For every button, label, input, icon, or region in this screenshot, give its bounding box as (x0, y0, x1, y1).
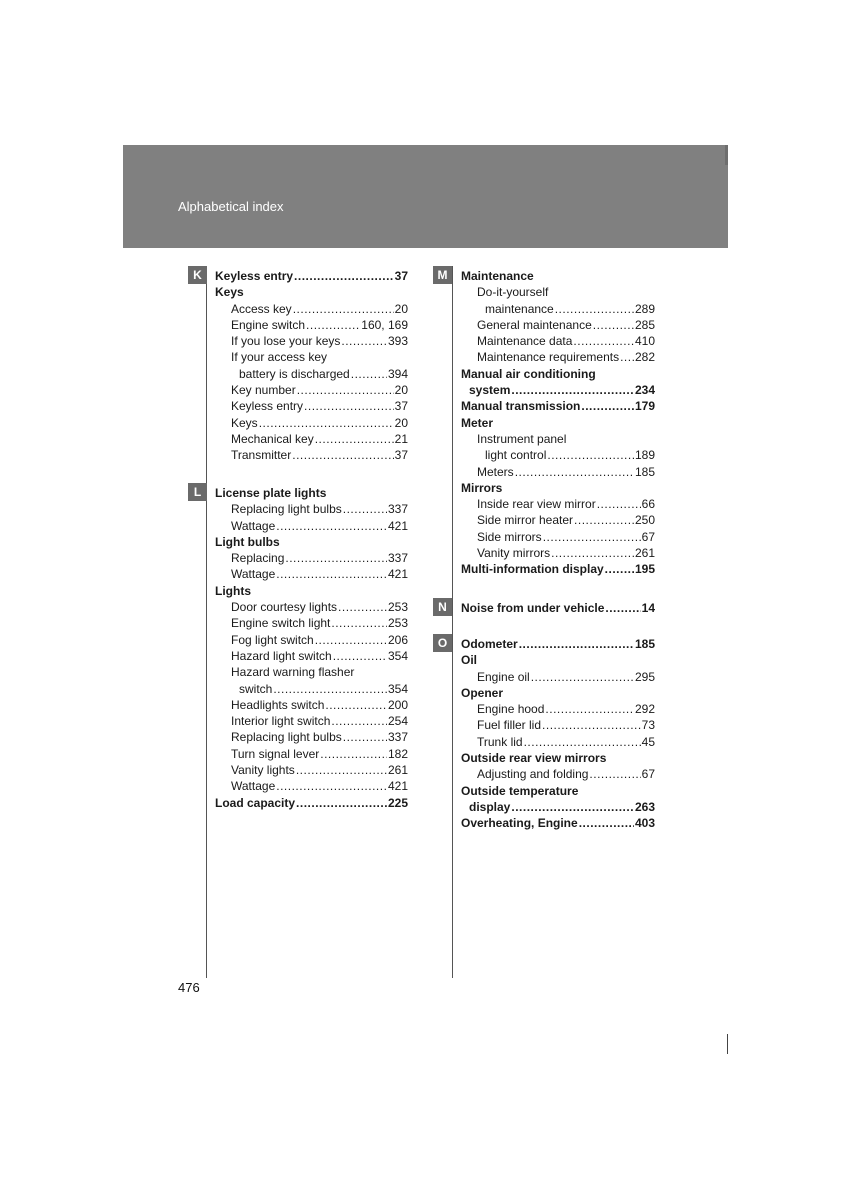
index-entry (461, 284, 655, 300)
index-entry (215, 632, 408, 648)
index-entry-term: Door courtesy lights (231, 600, 338, 615)
index-entry-page: 282 (634, 350, 655, 365)
index-entry-term: Load capacity (215, 795, 296, 810)
index-entry-term: Keyless entry (231, 399, 304, 414)
index-entry-page: 37 (394, 399, 408, 414)
index-entry (215, 518, 408, 534)
index-entry-page: 189 (634, 448, 655, 463)
index-entry-term: Engine switch (231, 317, 306, 332)
index-entry-term: Keyless entry (215, 269, 294, 283)
index-entry (215, 664, 408, 680)
index-entry-page: 67 (641, 767, 655, 782)
leader-dots (292, 447, 393, 463)
index-entry (461, 783, 655, 799)
index-entry (215, 333, 408, 349)
index-entry-page: 354 (387, 648, 408, 663)
index-entry-term: Maintenance data (477, 334, 573, 349)
index-entry-term: Trunk lid (477, 734, 523, 749)
index-entry (215, 746, 408, 762)
leader-dots (331, 615, 387, 631)
index-entry-term: Lights (215, 583, 251, 598)
section-entries-k (215, 268, 408, 464)
leader-dots (276, 518, 387, 534)
section-entries-m (461, 268, 655, 578)
index-entry (461, 750, 655, 766)
index-entry-page: 37 (394, 448, 408, 463)
index-entry-term: battery is discharged (239, 366, 350, 381)
leader-dots (304, 398, 394, 414)
index-entry (215, 583, 408, 599)
index-entry-page: 185 (634, 464, 655, 479)
index-entry-term: Hazard warning flasher (231, 665, 355, 680)
index-entry-term: Fuel filler lid (477, 718, 542, 733)
index-entry (215, 648, 408, 664)
index-entry (461, 415, 655, 431)
index-entry (461, 268, 655, 284)
leader-dots (605, 561, 634, 577)
index-entry-term: Light bulbs (215, 534, 280, 549)
index-entry (215, 778, 408, 794)
section-entries-n (461, 600, 655, 616)
index-entry-page: 20 (394, 301, 408, 316)
index-entry-term: Noise from under vehicle (461, 601, 605, 615)
index-entry-page: 263 (634, 799, 655, 814)
index-entry-page: 254 (387, 714, 408, 729)
leader-dots (597, 496, 641, 512)
leader-dots (581, 398, 634, 414)
index-entry (461, 398, 655, 414)
index-entry (461, 333, 655, 349)
index-entry-term: Engine switch light (231, 616, 331, 631)
index-entry-term: Access key (231, 301, 292, 316)
index-entry (461, 799, 655, 815)
leader-dots (511, 382, 634, 398)
index-entry-page: 160, 169 (361, 317, 408, 332)
section-letter-m: M (433, 266, 452, 284)
section-letter-o: O (433, 634, 452, 652)
index-entry-page: 250 (634, 513, 655, 528)
index-entry-page: 179 (634, 399, 655, 414)
index-entry-page: 73 (641, 718, 655, 733)
index-entry-page: 20 (394, 383, 408, 398)
index-entry-term: Maintenance (461, 269, 534, 283)
index-entry-term: Keys (215, 285, 244, 300)
index-entry-term: Overheating, Engine (461, 816, 578, 831)
index-entry (215, 566, 408, 582)
index-entry (215, 729, 408, 745)
index-entry (461, 366, 655, 382)
index-entry (461, 652, 655, 668)
page-title: Alphabetical index (178, 199, 284, 214)
index-entry (215, 485, 408, 501)
leader-dots (511, 799, 634, 815)
index-entry-term: Hazard light switch (231, 648, 332, 663)
section-entries-l (215, 485, 408, 811)
index-entry-term: Wattage (231, 779, 276, 794)
leader-dots (338, 599, 387, 615)
index-entry (215, 550, 408, 566)
leader-dots (543, 529, 641, 545)
index-entry (461, 701, 655, 717)
leader-dots (574, 512, 634, 528)
index-entry (461, 529, 655, 545)
section-letter-l: L (188, 483, 207, 501)
index-entry-term: Turn signal lever (231, 746, 320, 761)
index-entry-term: Maintenance requirements (477, 350, 620, 365)
index-entry-term: If your access key (231, 350, 328, 365)
index-entry-page: 261 (634, 546, 655, 561)
index-entry-term: If you lose your keys (231, 334, 341, 349)
index-entry-page: 403 (634, 816, 655, 831)
index-entry-term: Replacing (231, 551, 285, 566)
index-entry (215, 599, 408, 615)
leader-dots (297, 382, 394, 398)
leader-dots (273, 681, 387, 697)
index-entry-term: Key number (231, 383, 296, 398)
index-entry-term: General maintenance (477, 317, 592, 332)
index-entry-term: Odometer (461, 637, 518, 651)
leader-dots (555, 301, 634, 317)
index-entry-page: 185 (634, 637, 655, 651)
section-letter-n: N (433, 598, 452, 616)
index-entry (461, 734, 655, 750)
index-entry-term: light control (485, 448, 547, 463)
index-entry-page: 37 (394, 269, 408, 283)
left-column-rule (206, 266, 207, 978)
leader-dots (545, 701, 634, 717)
leader-dots (331, 713, 387, 729)
leader-dots (276, 566, 387, 582)
index-entry-term: Vanity lights (231, 763, 295, 778)
index-entry-page: 20 (394, 415, 408, 430)
index-entry (215, 398, 408, 414)
index-entry (215, 366, 408, 382)
leader-dots (551, 545, 634, 561)
index-entry (461, 815, 655, 831)
index-entry-page: 253 (387, 616, 408, 631)
leader-dots (519, 636, 634, 652)
index-entry-page: 421 (387, 779, 408, 794)
index-entry (215, 713, 408, 729)
index-entry-page: 234 (634, 383, 655, 398)
leader-dots (343, 729, 387, 745)
index-entry-term: Mirrors (461, 480, 503, 495)
index-entry-term: Vanity mirrors (477, 546, 551, 561)
index-entry (215, 615, 408, 631)
index-entry-term: License plate lights (215, 486, 327, 500)
index-entry (461, 382, 655, 398)
index-entry-term: Outside temperature (461, 783, 579, 798)
leader-dots (573, 333, 634, 349)
leader-dots (293, 301, 394, 317)
leader-dots (579, 815, 634, 831)
index-entry-page: 410 (634, 334, 655, 349)
index-entry-term: Fog light switch (231, 632, 314, 647)
header-band (123, 145, 728, 248)
index-entry-term: Mechanical key (231, 431, 314, 446)
index-entry-term: Transmitter (231, 448, 292, 463)
index-entry (215, 268, 408, 284)
index-entry-term: Meters (477, 464, 514, 479)
index-entry-page: 337 (387, 551, 408, 566)
index-entry-page: 421 (387, 567, 408, 582)
index-entry-term: Wattage (231, 567, 276, 582)
leader-dots (542, 717, 641, 733)
leader-dots (547, 447, 634, 463)
index-entry (461, 636, 655, 652)
leader-dots (315, 632, 387, 648)
index-entry-page: 66 (641, 497, 655, 512)
leader-dots (351, 366, 387, 382)
index-entry (215, 681, 408, 697)
index-entry (461, 685, 655, 701)
index-entry (461, 717, 655, 733)
leader-dots (276, 778, 387, 794)
index-entry-page: 14 (641, 601, 655, 615)
index-entry-page: 253 (387, 600, 408, 615)
index-entry (215, 349, 408, 365)
index-entry-page: 195 (634, 562, 655, 577)
index-entry-term: Instrument panel (477, 431, 567, 446)
index-entry-page: 200 (387, 697, 408, 712)
index-entry-term: switch (239, 681, 273, 696)
index-entry-term: Keys (231, 415, 258, 430)
index-entry-page: 225 (387, 795, 408, 810)
index-entry-page: 67 (641, 529, 655, 544)
leader-dots (605, 600, 640, 616)
index-entry (215, 301, 408, 317)
index-entry-page: 289 (634, 301, 655, 316)
index-entry-term: Multi-information display (461, 562, 604, 577)
edge-mark (727, 1034, 728, 1054)
section-entries-o (461, 636, 655, 832)
index-entry-term: Do-it-yourself (477, 285, 549, 300)
index-entry (215, 534, 408, 550)
index-entry-page: 394 (387, 366, 408, 381)
header-notch (725, 145, 728, 165)
index-entry-term: Engine hood (477, 702, 545, 717)
leader-dots (306, 317, 360, 333)
index-entry (215, 284, 408, 300)
leader-dots (515, 464, 634, 480)
index-entry-term: Oil (461, 653, 478, 668)
leader-dots (296, 795, 387, 811)
index-entry (215, 447, 408, 463)
index-entry (215, 317, 408, 333)
index-entry (461, 600, 655, 616)
index-entry (215, 382, 408, 398)
index-entry-page: 295 (634, 669, 655, 684)
index-entry-term: system (469, 383, 511, 398)
index-entry-term: Side mirror heater (477, 513, 574, 528)
index-entry-page: 285 (634, 317, 655, 332)
index-entry-term: display (469, 799, 511, 814)
index-entry (461, 464, 655, 480)
index-entry-term: Engine oil (477, 669, 530, 684)
index-entry (461, 480, 655, 496)
index-entry (215, 415, 408, 431)
index-entry (461, 545, 655, 561)
index-entry-term: Opener (461, 685, 504, 700)
index-entry (461, 512, 655, 528)
leader-dots (296, 762, 387, 778)
index-entry-page: 261 (387, 763, 408, 778)
leader-dots (620, 349, 634, 365)
index-entry (461, 349, 655, 365)
index-entry (461, 561, 655, 577)
leader-dots (259, 415, 394, 431)
index-entry (215, 431, 408, 447)
index-entry (461, 447, 655, 463)
leader-dots (593, 317, 634, 333)
index-entry-term: Meter (461, 415, 494, 430)
index-entry-term: Replacing light bulbs (231, 502, 342, 517)
leader-dots (285, 550, 387, 566)
index-entry (215, 762, 408, 778)
index-entry-term: maintenance (485, 301, 554, 316)
leader-dots (524, 734, 641, 750)
index-entry (461, 431, 655, 447)
index-entry (461, 301, 655, 317)
index-entry-page: 182 (387, 746, 408, 761)
index-entry-page: 393 (387, 334, 408, 349)
index-entry-page: 337 (387, 502, 408, 517)
leader-dots (333, 648, 387, 664)
leader-dots (325, 697, 387, 713)
right-column-rule (452, 266, 453, 978)
index-entry (215, 697, 408, 713)
index-entry-page: 45 (641, 734, 655, 749)
index-entry-term: Replacing light bulbs (231, 730, 342, 745)
index-entry-term: Wattage (231, 518, 276, 533)
index-entry (215, 501, 408, 517)
index-entry (461, 317, 655, 333)
index-entry-term: Interior light switch (231, 714, 331, 729)
index-entry-page: 206 (387, 632, 408, 647)
leader-dots (343, 501, 387, 517)
index-entry-page: 421 (387, 518, 408, 533)
leader-dots (315, 431, 394, 447)
leader-dots (589, 766, 640, 782)
index-entry-term: Adjusting and folding (477, 767, 589, 782)
index-entry (215, 795, 408, 811)
index-entry-term: Outside rear view mirrors (461, 751, 607, 766)
index-entry-page: 21 (394, 431, 408, 446)
leader-dots (341, 333, 387, 349)
index-entry-term: Manual transmission (461, 399, 581, 414)
page-number: 476 (178, 980, 200, 995)
index-entry (461, 669, 655, 685)
index-entry-term: Manual air conditioning (461, 366, 596, 381)
index-entry-term: Inside rear view mirror (477, 497, 596, 512)
index-entry-page: 354 (387, 681, 408, 696)
index-entry-term: Side mirrors (477, 529, 542, 544)
leader-dots (531, 669, 634, 685)
index-entry (461, 496, 655, 512)
index-entry-page: 337 (387, 730, 408, 745)
section-letter-k: K (188, 266, 207, 284)
leader-dots (320, 746, 387, 762)
index-entry-page: 292 (634, 702, 655, 717)
leader-dots (294, 268, 394, 284)
index-entry (461, 766, 655, 782)
index-entry-term: Headlights switch (231, 697, 325, 712)
